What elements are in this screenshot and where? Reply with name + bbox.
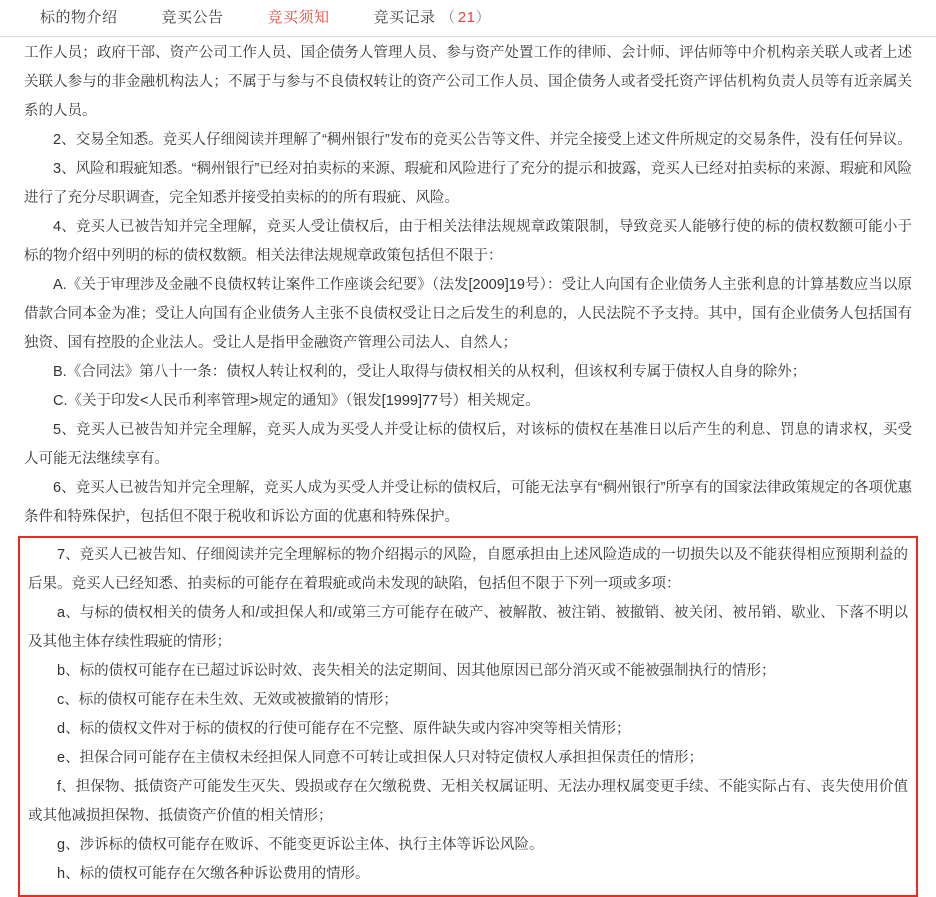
highlight-item: f、担保物、抵债资产可能发生灭失、毁损或存在欠缴税费、无相关权属证明、无法办理权属变更手续、不能实际占有、丧失使用价值或其他减损担保物、抵债资产价值的相关情形； (28, 779, 908, 824)
tab-jingmai-gonggao[interactable] (140, 6, 246, 36)
paragraph: 6、竞买人已被告知并完全理解，竞买人成为买受人并受让标的债权后，可能无法享有“稠州银行”所享有的国家法律政策规定的各项优惠条件和特殊保护，包括但不限于税收和诉讼方面的优惠和特殊保护。 (24, 480, 912, 525)
tab-label: 标的物介绍 (40, 9, 118, 26)
paragraph: B.《合同法》第八十一条：债权人转让权利的，受让人取得与债权相关的从权利，但该权利专属于债权人自身的除外； (53, 364, 807, 380)
highlight-lead-paragraph: 7、竞买人已被告知、仔细阅读并完全理解标的物介绍揭示的风险，自愿承担由上述风险造成的一切损失以及不能获得相应预期利益的后果。竞买人已经知悉、拍卖标的可能存在着瑕疵或尚未发现的缺陷，包括但不限于下列一项或多项： (28, 547, 908, 592)
paragraph: A.《关于审理涉及金融不良债权转让案件工作座谈会纪要》（法发[2009]19号）：受让人向国有企业债务人主张利息的计算基数应当以原借款合同本金为准；受让人向国有企业债务人主张不良债权受让日之后发生的利息的，人民法院不予支持。其中，国有企业债务人包括国有独资、国有控股的企业法人。受让人是指甲金融资产管理公司法人、自然人； (24, 277, 912, 351)
paragraph: 5、竞买人已被告知并完全理解，竞买人成为买受人并受让标的债权后，对该标的债权在基准日以后产生的利息、罚息的请求权，买受人可能无法继续享有。 (24, 422, 912, 467)
highlight-item: a、与标的债权相关的债务人和/或担保人和/或第三方可能存在破产、被解散、被注销、被撤销、被关闭、被吊销、歇业、下落不明以及其他主体存续性瑕疵的情形； (28, 605, 908, 650)
tab-biaodiwu-jieshao[interactable] (18, 6, 140, 36)
highlight-item: h、标的债权可能存在欠缴各种诉讼费用的情形。 (57, 866, 370, 882)
tab-jingmai-xuzhi[interactable] (246, 6, 352, 36)
paragraph: 4、竞买人已被告知并完全理解，竞买人受让债权后，由于相关法律法规规章政策限制，导致竞买人能够行使的标的债权数额可能小于标的物介绍中列明的标的债权数额。相关法律法规规章政策包括但不限于： (24, 219, 912, 264)
tab-bar (0, 0, 936, 37)
paragraph: C.《关于印发<人民币利率管理>规定的通知》（银发[1999]77号）相关规定。 (53, 393, 540, 409)
risk-disclosure-highlight-box (18, 536, 918, 897)
highlight-item: b、标的债权可能存在已超过诉讼时效、丧失相关的法定期间、因其他原因已部分消灭或不能被强制执行的情形； (57, 663, 776, 679)
tab-label: 竞买公告 (161, 9, 224, 26)
paragraph: 2、交易全知悉。竞买人仔细阅读并理解了“稠州银行”发布的竞买公告等文件、并完全接受上述文件所规定的交易条件，没有任何异议。 (53, 132, 912, 148)
document-body (0, 37, 936, 897)
highlight-item: c、标的债权可能存在未生效、无效或被撤销的情形； (57, 692, 398, 708)
highlight-item: e、担保合同可能存在主债权未经担保人同意不可转让或担保人只对特定债权人承担担保责任的情形； (57, 750, 704, 766)
tab-count-close-paren: ） (475, 9, 491, 26)
paragraph: 工作人员；政府干部、资产公司工作人员、国企债务人管理人员、参与资产处置工作的律师、会计师、评估师等中介机构亲关联人或者上述关联人参与的非金融机构法人；不属于与参与不良债权转让的资产公司工作人员、国企债务人或者受托资产评估机构负责人员等有近亲属关系的人员。 (24, 45, 912, 119)
tab-label: 竞买须知 (267, 9, 330, 26)
tab-count: 21 (457, 9, 476, 26)
paragraph: 3、风险和瑕疵知悉。“稠州银行”已经对拍卖标的来源、瑕疵和风险进行了充分的提示和披露，竞买人已经对拍卖标的来源、瑕疵和风险进行了充分尽职调查，完全知悉并接受拍卖标的的所有瑕疵、风险。 (24, 161, 912, 206)
tab-jingmai-jilu[interactable] (352, 6, 513, 36)
highlight-item: g、涉诉标的债权可能存在败诉、不能变更诉讼主体、执行主体等诉讼风险。 (57, 837, 544, 853)
highlight-item: d、标的债权文件对于标的债权的行使可能存在不完整、原件缺失或内容冲突等相关情形； (57, 721, 631, 737)
tab-count-open-paren: （ (440, 9, 456, 26)
tab-label: 竞买记录 (373, 9, 436, 26)
